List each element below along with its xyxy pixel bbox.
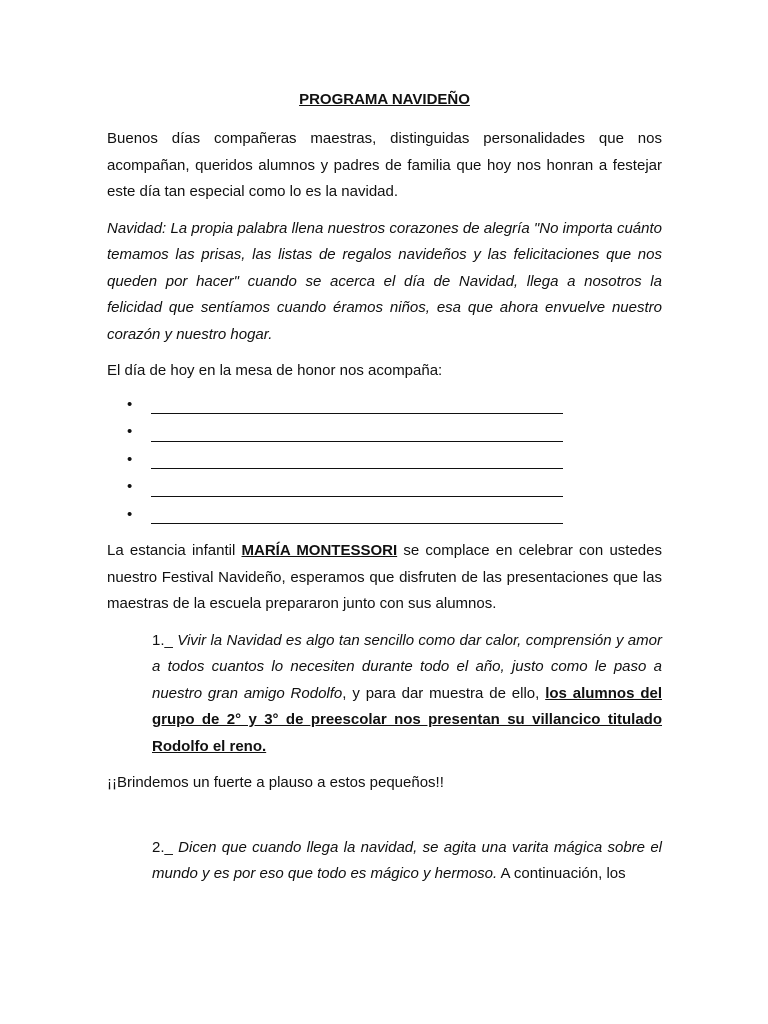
quote-paragraph: Navidad: La propia palabra llena nuestros corazones de alegría "No importa cuánto temamos las prisas, las listas de regalos navideños y las felicitaciones que nos queden por hacer" cuando se acerca el día de Navidad, llega a nosotros la felicidad que sentíamos cuando éramos niños, esa que ahora envuelve nuestro corazón y nuestro hogar. [107, 219, 662, 343]
document-page [107, 90, 662, 898]
honor-list-item [107, 418, 662, 446]
bullet-icon: • [127, 505, 133, 523]
honor-intro: El día de hoy en la mesa de honor nos acompaña: [107, 362, 443, 379]
document-title: PROGRAMA NAVIDEÑO [299, 91, 470, 108]
honor-list [107, 391, 662, 529]
school-name: MARÍA MONTESSORI [241, 542, 398, 559]
item-bold-text: los alumnos del grupo de 2° y 3° de preescolar nos presentan su villancico titulado Rodolfo el reno. [152, 684, 662, 755]
blank-line [151, 505, 563, 524]
bullet-icon: • [127, 450, 133, 468]
blank-line [151, 423, 563, 442]
honor-list-item [107, 501, 662, 529]
estancia-paragraph [107, 538, 662, 618]
honor-list-item [107, 391, 662, 419]
bullet-icon: • [127, 478, 133, 495]
item-italic-text: Vivir la Navidad es algo tan sencillo como dar calor, comprensión y amor a todos cuantos lo necesiten durante todo el año, justo como le paso a nuestro gran amigo Rodolfo [152, 631, 662, 702]
spacer [107, 797, 662, 835]
program-item-1 [152, 628, 662, 761]
program-item-2 [152, 835, 662, 888]
bullet-icon: • [127, 423, 133, 440]
bullet-icon: • [127, 395, 133, 413]
blank-line [151, 478, 563, 497]
honor-list-item [107, 446, 662, 474]
estancia-text-before: La estancia infantil [107, 542, 242, 559]
estancia-text-after: se complace en celebrar con ustedes nuestro Festival Navideño, esperamos que disfruten de las presentaciones que las maestras de la escuela prepararon junto con sus alumnos. [107, 542, 662, 612]
item-plain-text: A continuación, los [497, 865, 626, 882]
blank-line [151, 395, 563, 414]
blank-line [151, 450, 563, 469]
item-number: 1._ [152, 631, 178, 649]
item-italic-text: Dicen que cuando llega la navidad, se agita una varita mágica sobre el mundo y es por eso que todo es mágico y hermoso. [152, 838, 662, 882]
honor-list-item [107, 473, 662, 501]
item-number: 2._ [152, 838, 179, 856]
intro-paragraph: Buenos días compañeras maestras, distinguidas personalidades que nos acompañan, queridos alumnos y padres de familia que hoy nos honran a festejar este día tan especial como lo es la navidad. [107, 130, 662, 200]
applause-line: ¡¡Brindemos un fuerte a plauso a estos pequeños!! [107, 774, 444, 791]
item-plain-text: , y para dar muestra de ello, [342, 684, 546, 702]
